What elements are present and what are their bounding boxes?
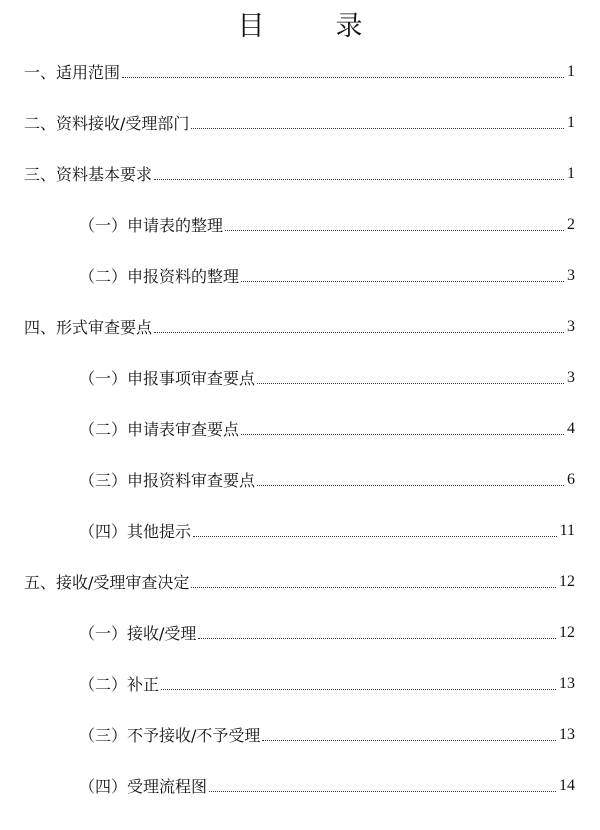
- toc-entry-other-tips[interactable]: [0, 505, 600, 556]
- toc-page-number: 3: [567, 266, 575, 284]
- toc-entry-formal-review-points[interactable]: [0, 301, 600, 352]
- toc-page-number: 2: [567, 215, 575, 233]
- toc-entry-label: （三）申报资料审查要点: [79, 471, 256, 490]
- dot-leader: [122, 77, 564, 78]
- toc-entry-materials-arrangement[interactable]: [0, 250, 600, 301]
- toc-page-number: 13: [559, 725, 575, 743]
- dot-leader: [198, 638, 556, 639]
- toc-entry-application-form-arrangement[interactable]: [0, 199, 600, 250]
- toc-entry-label: （一）申请表的整理: [79, 216, 224, 235]
- dot-leader: [154, 332, 564, 333]
- toc-entry-label: 五、接收/受理审查决定: [24, 573, 190, 592]
- toc-page-number: 1: [567, 113, 575, 131]
- dot-leader: [241, 434, 564, 435]
- dot-leader: [262, 740, 556, 741]
- toc-page-number: 12: [559, 572, 575, 590]
- toc-page-number: 14: [559, 776, 575, 794]
- toc-entry-scope[interactable]: [0, 46, 600, 97]
- toc-entry-label: （二）补正: [79, 675, 160, 694]
- dot-leader: [225, 230, 564, 231]
- toc-entry-label: （一）申报事项审查要点: [79, 369, 256, 388]
- dot-leader: [191, 587, 556, 588]
- toc-entry-declaration-review[interactable]: [0, 352, 600, 403]
- toc-entry-label: （一）接收/受理: [79, 624, 197, 643]
- toc-page-number: 1: [567, 62, 575, 80]
- toc-entry-basic-requirements[interactable]: [0, 148, 600, 199]
- toc-entry-acceptance[interactable]: [0, 607, 600, 658]
- toc-entry-label: （四）其他提示: [79, 522, 192, 541]
- toc-page-number: 1: [567, 164, 575, 182]
- toc-entry-form-review[interactable]: [0, 403, 600, 454]
- toc-page-number: 13: [559, 674, 575, 692]
- toc-entry-label: 四、形式审查要点: [24, 318, 153, 337]
- dot-leader: [154, 179, 564, 180]
- toc-title: 目 录: [237, 11, 385, 42]
- toc-page-number: 3: [567, 317, 575, 335]
- dot-leader: [161, 689, 556, 690]
- toc-page-number: 11: [559, 521, 575, 539]
- toc-entry-acceptance-decision[interactable]: [0, 556, 600, 607]
- toc-entry-receiving-department[interactable]: [0, 97, 600, 148]
- toc-list: [0, 46, 600, 811]
- dot-leader: [241, 281, 564, 282]
- toc-entry-label: 三、资料基本要求: [24, 165, 153, 184]
- toc-page-number: 4: [567, 419, 575, 437]
- toc-entry-label: （二）申报资料的整理: [79, 267, 240, 286]
- toc-page-number: 6: [567, 470, 575, 488]
- toc-page-number: 12: [559, 623, 575, 641]
- toc-entry-label: 一、适用范围: [24, 63, 121, 82]
- dot-leader: [193, 536, 557, 537]
- toc-entry-materials-review[interactable]: [0, 454, 600, 505]
- toc-entry-rejection[interactable]: [0, 709, 600, 760]
- dot-leader: [257, 485, 564, 486]
- dot-leader: [209, 791, 556, 792]
- toc-entry-correction[interactable]: [0, 658, 600, 709]
- dot-leader: [191, 128, 564, 129]
- dot-leader: [257, 383, 564, 384]
- toc-entry-label: （四）受理流程图: [79, 777, 208, 796]
- toc-entry-label: 二、资料接收/受理部门: [24, 114, 190, 133]
- toc-entry-flowchart[interactable]: [0, 760, 600, 811]
- toc-entry-label: （三）不予接收/不予受理: [79, 726, 261, 745]
- toc-page-number: 3: [567, 368, 575, 386]
- toc-entry-label: （二）申请表审查要点: [79, 420, 240, 439]
